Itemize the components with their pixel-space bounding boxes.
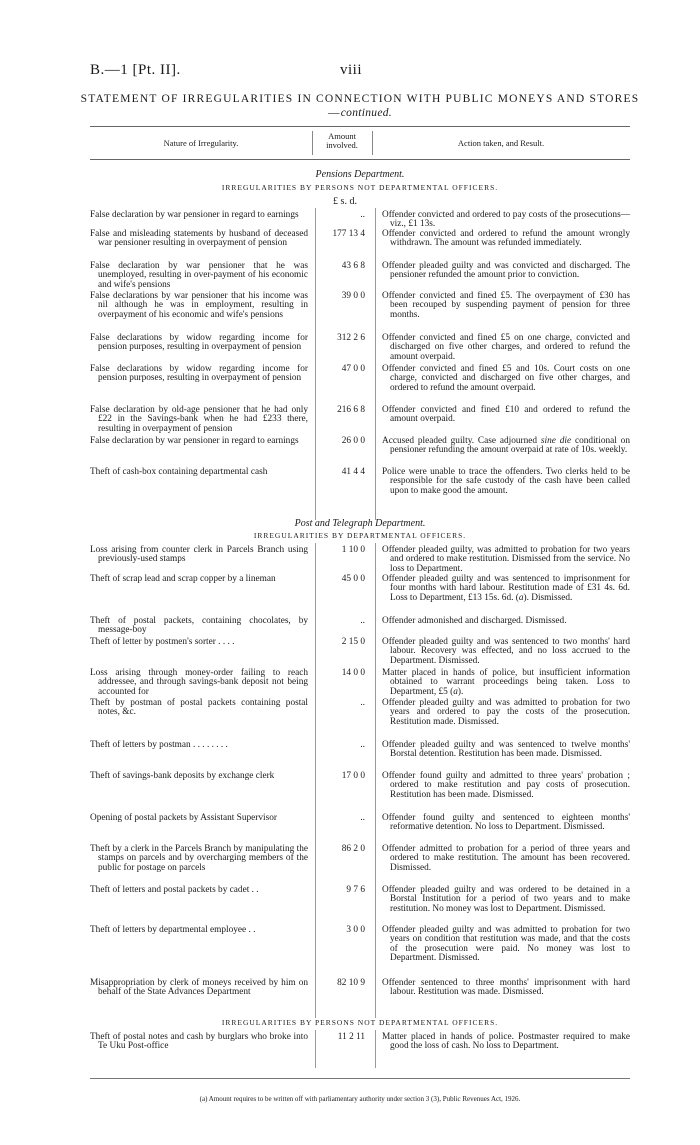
row-action: Offender convicted and fined £5 on one charge, convicted and discharged on five other charges, and ordered to refund the amount overpaid. bbox=[382, 333, 630, 362]
amount-right-rule bbox=[375, 1030, 376, 1068]
row-amount: .. bbox=[360, 616, 365, 626]
row-action: Offender found guilty and admitted to three years' probation ; ordered to make restitution and pay costs of prosecution. Restitution has been made. Dismissed. bbox=[382, 771, 630, 800]
row-action: Offender pleaded guilty and was admitted to probation for two years and ordered to pay the costs of the prosecution. Restitution made. Dismissed. bbox=[382, 698, 630, 727]
row-action: Offender sentenced to three months' imprisonment with hard labour. Restitution was made. Dismissed. bbox=[382, 978, 630, 998]
table-header bbox=[90, 126, 630, 160]
action-text-a: Accused pleaded guilty. Case adjourned bbox=[382, 436, 541, 446]
row-nature: Theft of postal notes and cash by burglars who broke into Te Uku Post-office bbox=[90, 1032, 308, 1052]
row-nature: Opening of postal packets by Assistant Supervisor bbox=[90, 813, 277, 823]
row-nature: Loss arising from counter clerk in Parcels Branch using previously-used stamps bbox=[90, 545, 308, 565]
section-title-post: Post and Telegraph Department. bbox=[294, 518, 426, 529]
row-nature: Theft by a clerk in the Parcels Branch by manipulating the stamps on parcels and by overcharging members of the public for postage on parcels bbox=[90, 844, 308, 873]
title-continued: continued. bbox=[340, 107, 392, 119]
row-amount: 9 7 6 bbox=[346, 885, 365, 895]
row-action bbox=[382, 669, 630, 697]
currency-header: £ s. d. bbox=[333, 196, 357, 207]
row-amount: 26 0 0 bbox=[341, 436, 365, 446]
row-action: Offender pleaded guilty, was admitted to probation for two years and ordered to make restitution. Dismissed from the service. No loss to Department. bbox=[382, 545, 630, 574]
row-action: Offender convicted and fined £10 and ordered to refund the amount overpaid. bbox=[382, 405, 630, 425]
amount-right-rule bbox=[375, 543, 376, 1018]
row-amount: 14 0 0 bbox=[341, 668, 365, 678]
row-amount: 3 0 0 bbox=[346, 925, 365, 935]
page-title bbox=[80, 92, 640, 120]
row-nature: False declaration by war pensioner in regard to earnings bbox=[90, 210, 299, 220]
row-nature: Theft of scrap lead and scrap copper by a lineman bbox=[90, 574, 276, 584]
column-action: Action taken, and Result. bbox=[457, 138, 545, 148]
row-nature: Theft of letters and postal packets by cadet . . bbox=[90, 885, 259, 895]
row-amount: .. bbox=[360, 210, 365, 220]
row-nature: False declaration by old-age pensioner that he had only £22 in the Savings-bank when he had £233 there, resulting in overpayment of pension bbox=[90, 405, 308, 434]
row-action bbox=[382, 575, 630, 603]
action-text-italic: a bbox=[518, 592, 524, 603]
row-nature: Loss arising through money-order failing to reach addressee, and through savings-bank deposit not being accounted for bbox=[90, 668, 308, 697]
column-nature: Nature of Irregularity. bbox=[163, 138, 239, 148]
row-nature: False declarations by war pensioner that his income was nil although he was in employment, resulting in overpayment of his economic and wife's pensions bbox=[90, 291, 308, 320]
row-nature: False declaration by war pensioner in regard to earnings bbox=[90, 436, 299, 446]
row-action: Offender found guilty and sentenced to eighteen months' reformative detention. No loss to Department. Dismissed. bbox=[382, 813, 630, 833]
row-action: Police were unable to trace the offenders. Two clerks held to be responsible for the safe custody of the cash have been called upon to make good the amount. bbox=[382, 467, 630, 496]
table-bottom-rule bbox=[90, 1078, 630, 1079]
row-action: Offender pleaded guilty and was sentenced to twelve months' Borstal detention. Restitution has been made. Dismissed. bbox=[382, 740, 630, 760]
row-amount: 82 10 9 bbox=[337, 978, 365, 988]
action-text-a: Matter placed in hands of police, but insufficient information obtained to warrant proceedings being taken. Loss to Department, £5 ( bbox=[382, 668, 630, 697]
row-nature: Theft of letters by departmental employee . . bbox=[90, 925, 256, 935]
row-amount: 177 13 4 bbox=[332, 229, 365, 239]
row-amount: 45 0 0 bbox=[341, 574, 365, 584]
row-action: Offender pleaded guilty and was sentenced to two months' hard labour. Recovery was effected, and no loss accrued to the Department. Dismissed. bbox=[382, 637, 630, 666]
section-subtitle-post: IRREGULARITIES BY DEPARTMENTAL OFFICERS. bbox=[253, 531, 467, 540]
row-action: Offender convicted and fined £5 and 10s. Court costs on one charge, convicted and discharged on five other charges, and ordered to refund the amount overpaid. bbox=[382, 364, 630, 393]
action-text-a: Offender pleaded guilty and was sentenced to imprisonment for four months with hard labour. Restitution made of £31 4s. 6d. Loss to Department, £13 15s. 6d. ( bbox=[382, 574, 630, 603]
row-nature: Theft by postman of postal packets containing postal notes, &c. bbox=[90, 698, 308, 718]
row-action: Matter placed in hands of police. Postmaster required to make good the loss of cash. No loss to Department. bbox=[382, 1032, 630, 1052]
column-amount: Amount involved. bbox=[326, 131, 358, 150]
row-action: Offender pleaded guilty and was admitted to probation for two years on condition that restitution was made, and that the costs of the prosecution were paid. No money was lost to Department. Dismissed. bbox=[382, 925, 630, 964]
row-amount: .. bbox=[360, 740, 365, 750]
title-main: STATEMENT OF IRREGULARITIES IN CONNECTION WITH PUBLIC MONEYS AND STORES— bbox=[80, 93, 640, 119]
page-ref: B.—1 [Pt. II]. bbox=[90, 62, 181, 78]
row-nature: Theft of postal packets, containing chocolates, by message-boy bbox=[90, 616, 308, 636]
amount-right-rule bbox=[375, 208, 376, 520]
section-subtitle-post-others: IRREGULARITIES BY PERSONS NOT DEPARTMENTAL OFFICERS. bbox=[221, 1018, 499, 1027]
row-nature: False declarations by widow regarding income for pension purposes, resulting in overpayment of pension bbox=[90, 333, 308, 353]
row-action bbox=[382, 437, 630, 456]
row-action: Offender convicted and ordered to refund the amount wrongly withdrawn. The amount was refunded immediately. bbox=[382, 229, 630, 249]
row-action: Offender pleaded guilty and was convicted and discharged. The pensioner refunded the amount prior to conviction. bbox=[382, 261, 630, 281]
page-number: viii bbox=[340, 62, 363, 78]
row-action: Offender convicted and ordered to pay costs of the prosecutions—viz., £1 13s. bbox=[382, 210, 630, 230]
row-amount: 17 0 0 bbox=[341, 771, 365, 781]
row-nature: Misappropriation by clerk of moneys received by him on behalf of the State Advances Department bbox=[90, 978, 308, 998]
row-action: Offender pleaded guilty and was ordered to be detained in a Borstal Institution for a period of two years and to make restitution. No money was lost to Department. Dismissed. bbox=[382, 885, 630, 914]
row-amount: 41 4 4 bbox=[341, 467, 365, 477]
row-amount: 39 0 0 bbox=[341, 291, 365, 301]
row-amount: 86 2 0 bbox=[341, 844, 365, 854]
row-action: Offender admonished and discharged. Dismissed. bbox=[382, 616, 567, 626]
action-text-b: ). bbox=[457, 686, 464, 697]
row-amount: 216 6 8 bbox=[337, 405, 365, 415]
row-nature: False declarations by widow regarding income for pension purposes, resulting in overpayment of pension bbox=[90, 364, 308, 384]
row-amount: 2 15 0 bbox=[341, 637, 365, 647]
section-title-pensions: Pensions Department. bbox=[315, 169, 405, 180]
row-nature: False declaration by war pensioner that he was unemployed, resulting in over-payment of his economic and wife's pensions bbox=[90, 261, 308, 290]
row-action: Offender convicted and fined £5. The overpayment of £30 has been recouped by suspending payment of pension for three months. bbox=[382, 291, 630, 320]
section-subtitle-pensions: IRREGULARITIES BY PERSONS NOT DEPARTMENTAL OFFICERS. bbox=[221, 183, 499, 192]
row-amount: 1 10 0 bbox=[341, 545, 365, 555]
row-nature: Theft of cash-box containing departmental cash bbox=[90, 467, 268, 477]
row-action: Offender admitted to probation for a period of three years and ordered to make restitution. The amount has been recovered. Dismissed. bbox=[382, 844, 630, 873]
row-nature: Theft of letter by postmen's sorter . . . . bbox=[90, 637, 235, 647]
row-nature: False and misleading statements by husband of deceased war pensioner resulting in overpayment of pension bbox=[90, 229, 308, 249]
action-text-b: ). Dismissed. bbox=[523, 592, 573, 603]
action-text-italic: a bbox=[453, 686, 458, 697]
row-amount: 312 2 6 bbox=[337, 333, 365, 343]
row-amount: .. bbox=[360, 698, 365, 708]
row-amount: 11 2 11 bbox=[337, 1032, 365, 1042]
row-nature: Theft of letters by postman . . . . . . . . bbox=[90, 740, 228, 750]
row-nature: Theft of savings-bank deposits by exchange clerk bbox=[90, 771, 275, 781]
action-text-italic: sine die bbox=[540, 436, 572, 446]
row-amount: .. bbox=[360, 813, 365, 823]
row-amount: 43 6 8 bbox=[341, 261, 365, 271]
row-amount: 47 0 0 bbox=[341, 364, 365, 374]
action-text-b: conditional on pensioner refunding the amount overpaid at rate of 10s. weekly. bbox=[390, 436, 630, 456]
footnote: (a) Amount requires to be written off with parliamentary authority under section 3 (3), Public Revenues Act, 1926. bbox=[199, 1095, 521, 1103]
